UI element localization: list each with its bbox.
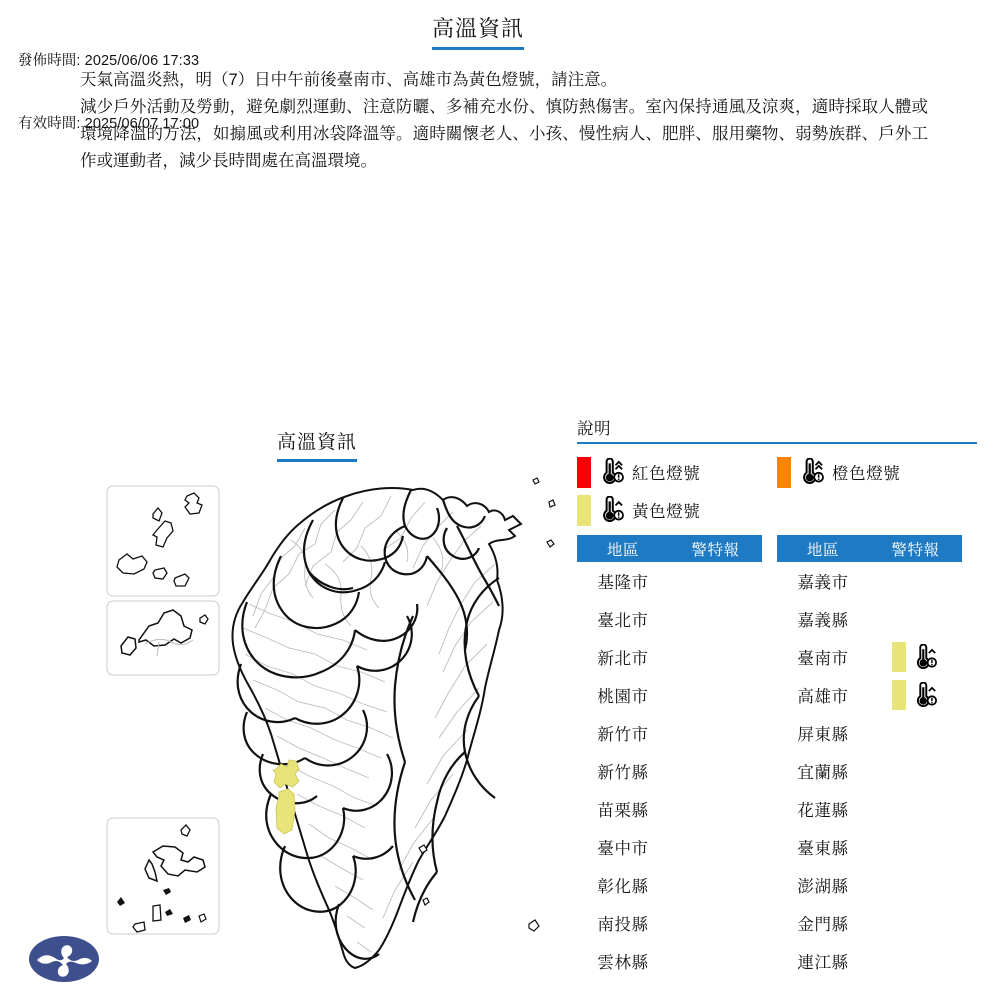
table-row[interactable] xyxy=(577,904,762,942)
table-row[interactable] xyxy=(777,790,962,828)
region-name: 南投縣 xyxy=(597,916,649,934)
region-name: 雲林縣 xyxy=(597,954,649,972)
region-name: 臺中市 xyxy=(597,840,649,858)
region-name: 嘉義縣 xyxy=(797,612,849,630)
alert-indicator xyxy=(892,642,940,672)
table-row[interactable] xyxy=(777,600,962,638)
legend-divider xyxy=(577,442,977,444)
column-header-region: 地區 xyxy=(606,541,640,559)
table-row[interactable] xyxy=(577,676,762,714)
region-alert-tables xyxy=(577,535,977,980)
table-row[interactable] xyxy=(777,828,962,866)
legend-swatch-yellow xyxy=(577,495,591,526)
table-header-row xyxy=(577,535,977,562)
inset-kinmen xyxy=(107,601,219,675)
inset-penghu xyxy=(107,818,219,934)
table-row[interactable] xyxy=(577,942,762,980)
thermometer-alert-icon xyxy=(598,496,626,524)
table-body-row xyxy=(577,562,977,980)
alert-indicator xyxy=(892,680,940,710)
region-name: 高雄市 xyxy=(797,688,849,706)
legend-panel xyxy=(577,418,977,529)
table-row[interactable] xyxy=(777,942,962,980)
region-name: 臺東縣 xyxy=(797,840,849,858)
region-name: 嘉義市 xyxy=(797,574,849,592)
table-row[interactable] xyxy=(777,752,962,790)
legend-label-yellow: 黃色燈號 xyxy=(632,503,701,521)
legend-label-red: 紅色燈號 xyxy=(632,465,701,483)
table-header-right xyxy=(777,535,962,562)
taiwan-main-island xyxy=(232,478,555,968)
cwa-logo xyxy=(28,934,100,984)
alert-swatch xyxy=(892,642,906,672)
region-name: 新北市 xyxy=(597,650,649,668)
table-row[interactable] xyxy=(577,638,762,676)
table-row[interactable] xyxy=(577,600,762,638)
region-name: 臺北市 xyxy=(597,612,649,630)
region-name: 花蓮縣 xyxy=(797,802,849,820)
region-alert-cell xyxy=(869,680,962,710)
legend-row xyxy=(577,453,977,491)
region-name: 苗栗縣 xyxy=(597,802,649,820)
region-name: 連江縣 xyxy=(797,954,849,972)
table-row[interactable] xyxy=(577,828,762,866)
legend-item-orange xyxy=(777,457,977,488)
column-header-alert: 警特報 xyxy=(891,541,940,559)
table-row[interactable] xyxy=(577,714,762,752)
taiwan-warning-map[interactable] xyxy=(95,468,565,1000)
region-name: 臺南市 xyxy=(797,650,849,668)
table-row[interactable] xyxy=(777,562,962,600)
advisory-line-1: 天氣高溫炎熱，明（7）日中午前後臺南市、高雄市為黃色燈號，請注意。 xyxy=(80,71,618,89)
column-header-alert: 警特報 xyxy=(691,541,740,559)
table-row[interactable] xyxy=(777,638,962,676)
legend-item-yellow xyxy=(577,495,777,526)
region-name: 宜蘭縣 xyxy=(797,764,849,782)
region-name: 新竹縣 xyxy=(597,764,649,782)
region-name: 桃園市 xyxy=(597,688,649,706)
legend-heading: 說明 xyxy=(577,420,611,438)
legend-item-red xyxy=(577,457,777,488)
table-row[interactable] xyxy=(577,752,762,790)
issue-time: 發佈時間: 2025/06/06 17:33 xyxy=(18,53,200,69)
region-name: 屏東縣 xyxy=(797,726,849,744)
table-column-left xyxy=(577,562,762,980)
thermometer-alert-icon xyxy=(912,682,940,709)
valid-time: 有效時間: 2025/06/07 17:00 xyxy=(18,116,200,132)
column-header-region: 地區 xyxy=(806,541,840,559)
region-name: 新竹市 xyxy=(597,726,649,744)
thermometer-alert-icon xyxy=(798,458,826,486)
legend-row xyxy=(577,491,977,529)
legend-swatch-orange xyxy=(777,457,791,488)
thermometer-alert-icon xyxy=(912,644,940,671)
table-row[interactable] xyxy=(577,790,762,828)
page-title: 高溫資訊 xyxy=(432,14,524,50)
legend-swatch-red xyxy=(577,457,591,488)
map-title: 高溫資訊 xyxy=(277,430,357,462)
table-row[interactable] xyxy=(577,562,762,600)
alert-swatch xyxy=(892,680,906,710)
table-column-right xyxy=(777,562,962,980)
table-header-left xyxy=(577,535,762,562)
region-name: 彰化縣 xyxy=(597,878,649,896)
table-row[interactable] xyxy=(777,904,962,942)
region-name: 澎湖縣 xyxy=(797,878,849,896)
region-alert-cell xyxy=(869,642,962,672)
table-row[interactable] xyxy=(777,676,962,714)
table-row[interactable] xyxy=(577,866,762,904)
table-row[interactable] xyxy=(777,866,962,904)
legend-items xyxy=(577,453,977,529)
advisory-line-2: 減少戶外活動及勞動，避免劇烈運動、注意防曬、多補充水份、慎防熱傷害。室內保持通風及涼爽，適時採取人體或環境降溫的方法，如搧風或利用冰袋降溫等。適時關懷老人、小孩、慢性病人、肥胖、服用藥物、弱勢族群、戶外工作或運動者，減少長時間處在高溫環境。 xyxy=(80,98,928,170)
thermometer-alert-icon xyxy=(598,458,626,486)
region-name: 金門縣 xyxy=(797,916,849,934)
advisory-text xyxy=(80,67,928,175)
table-row[interactable] xyxy=(777,714,962,752)
region-name: 基隆市 xyxy=(597,574,649,592)
legend-label-orange: 橙色燈號 xyxy=(832,465,901,483)
inset-matsu xyxy=(107,486,219,596)
